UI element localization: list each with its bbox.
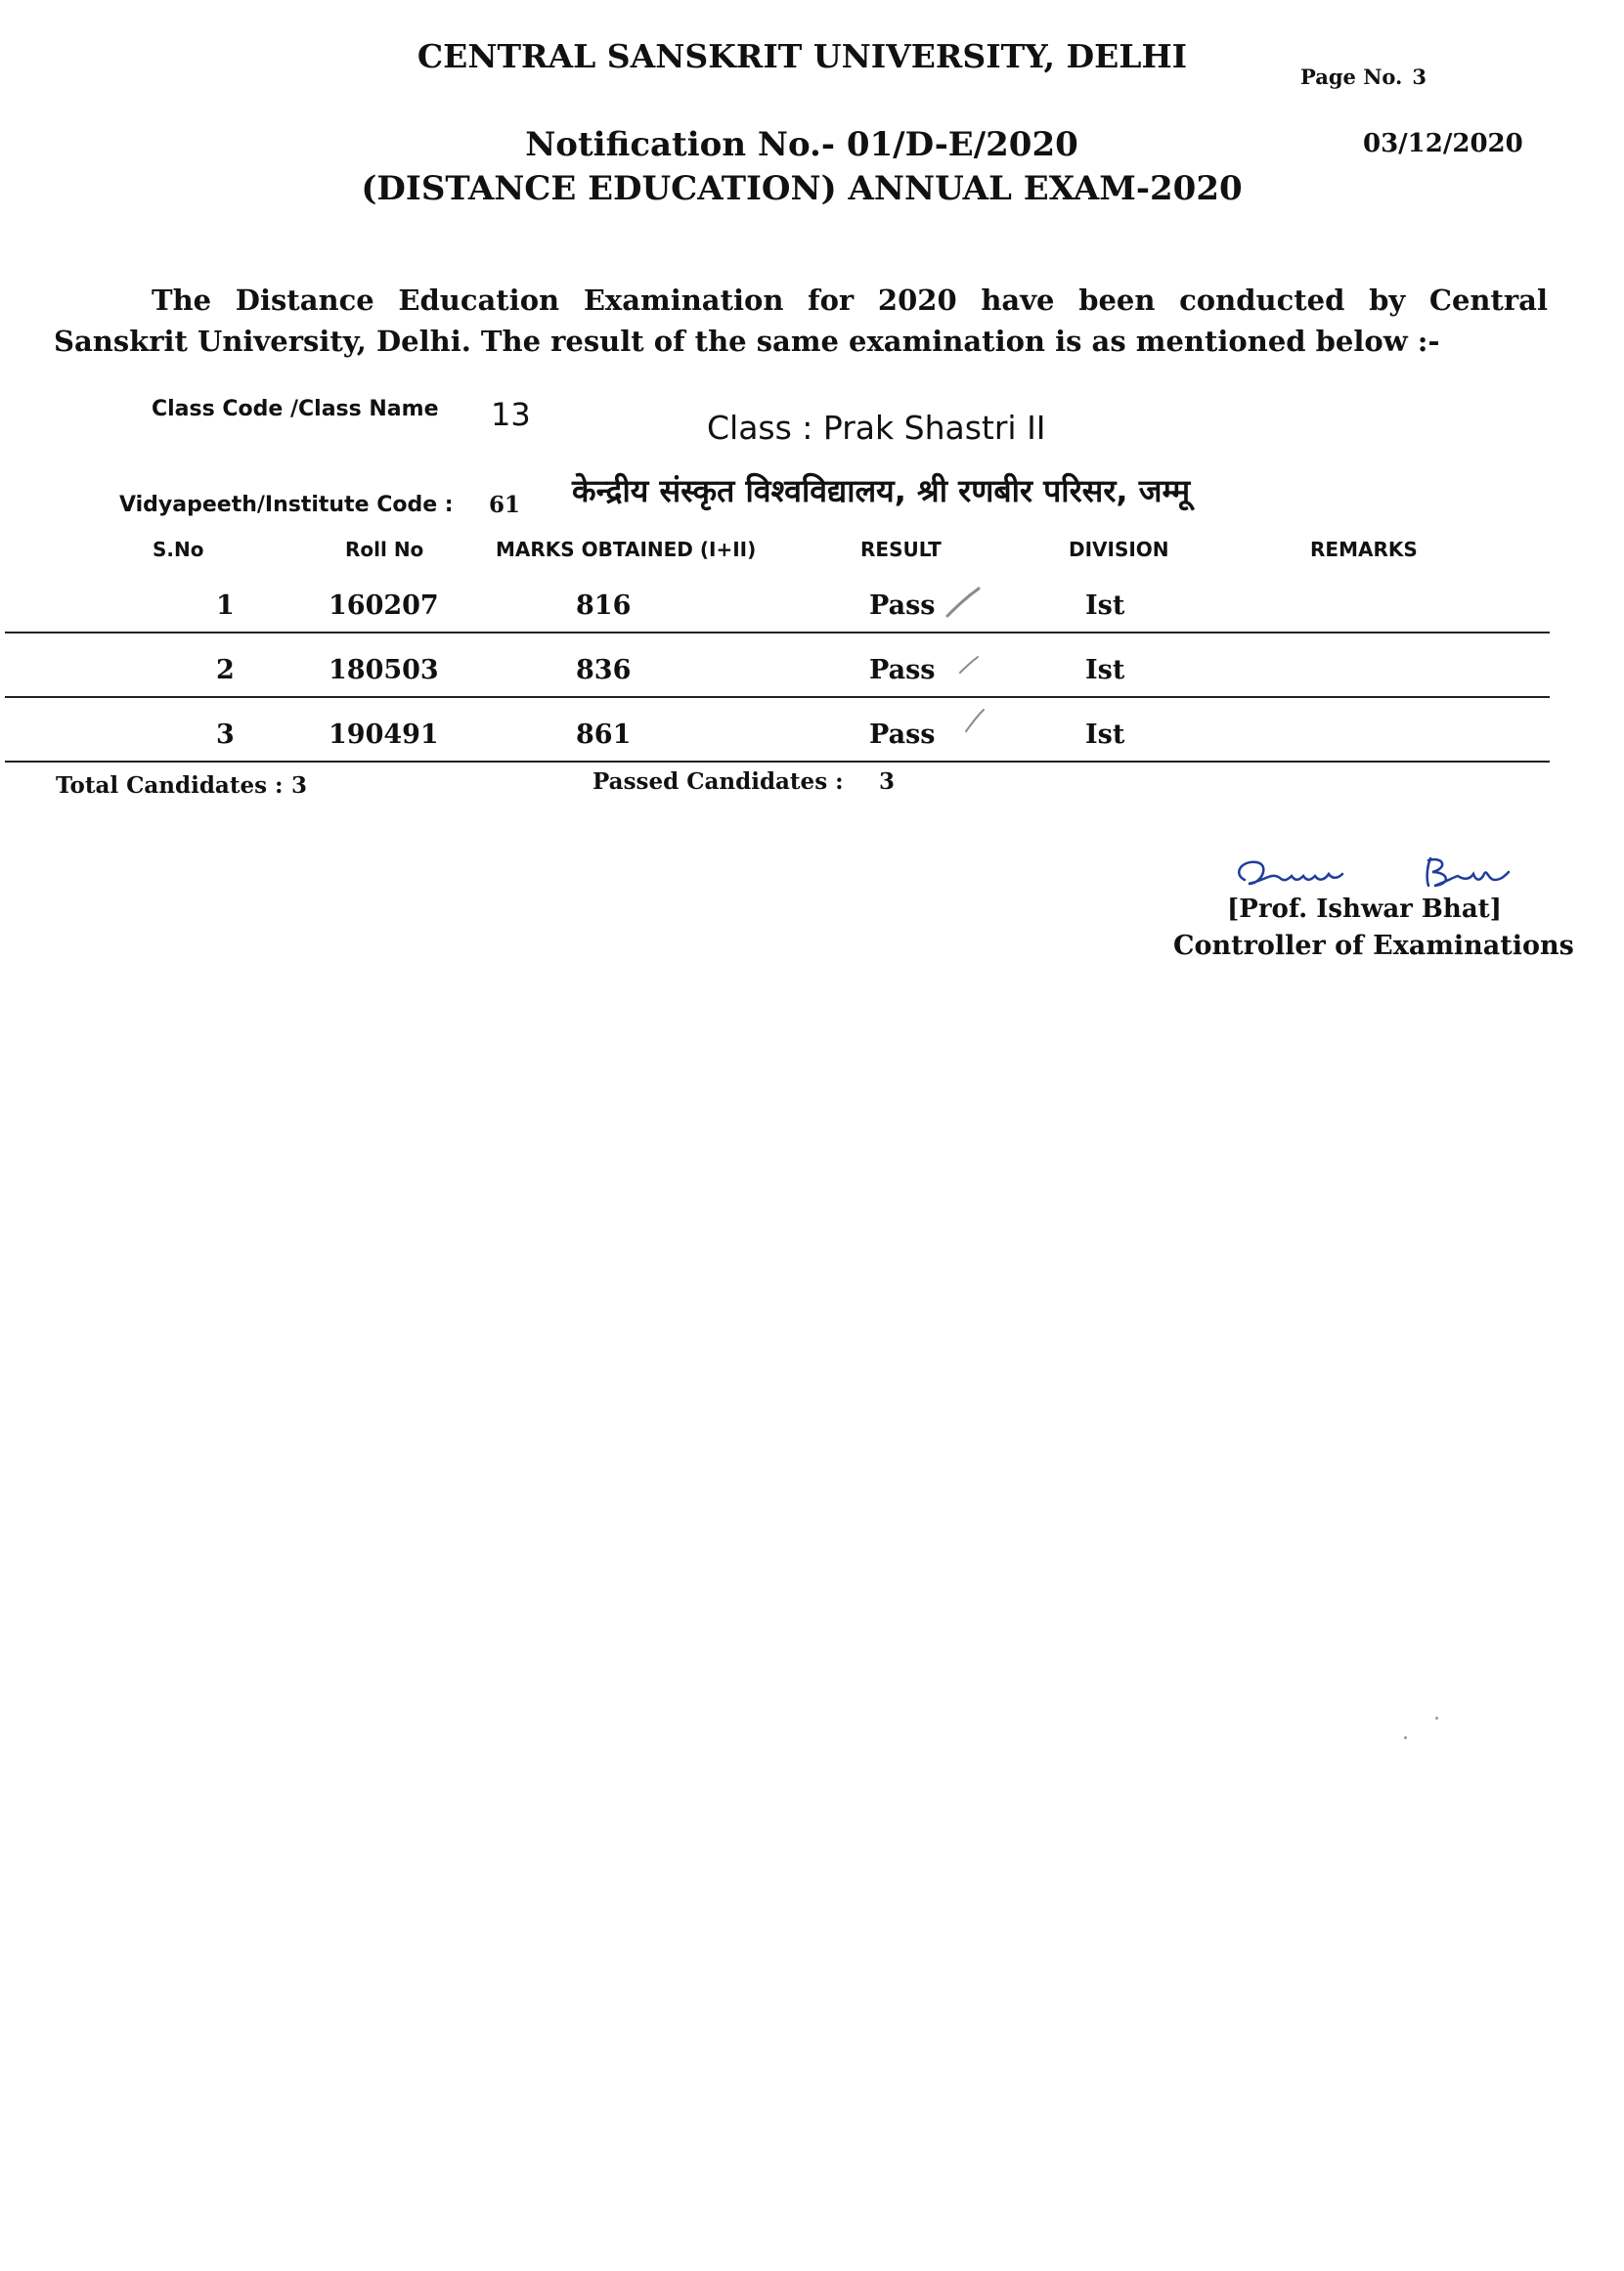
row-result: Pass: [869, 590, 936, 621]
class-code-value: 13: [491, 396, 531, 433]
total-candidates-label: Total Candidates :: [56, 772, 284, 799]
exam-title: (DISTANCE EDUCATION) ANNUAL EXAM-2020: [361, 169, 1243, 208]
row-roll-no: 190491: [329, 720, 439, 750]
row-roll-no: 160207: [329, 590, 439, 621]
header-division: DIVISION: [1069, 538, 1169, 561]
row-result: Pass: [869, 655, 936, 685]
page-number: [1300, 65, 1426, 89]
row-marks: 836: [576, 655, 632, 685]
signature-image: [1227, 851, 1540, 899]
class-code-label: Class Code /Class Name: [152, 397, 439, 421]
passed-candidates-label: Passed Candidates :: [593, 768, 844, 795]
row-division: Ist: [1085, 590, 1125, 621]
table-row: [0, 590, 1624, 655]
row-marks: 816: [576, 590, 632, 621]
row-division: Ist: [1085, 720, 1125, 750]
scan-speck: [1404, 1736, 1407, 1739]
row-sno: 1: [216, 590, 235, 621]
class-name: Class : Prak Shastri II: [707, 409, 1046, 447]
row-sno: 2: [216, 655, 235, 685]
notification-date: 03/12/2020: [1363, 129, 1523, 158]
institute-code-value: 61: [489, 492, 521, 518]
page-number-value: 3: [1412, 65, 1426, 89]
total-candidates-value: 3: [291, 772, 308, 799]
row-roll-no: 180503: [329, 655, 439, 685]
passed-candidates-value: 3: [879, 768, 896, 795]
row-result: Pass: [869, 720, 936, 750]
check-mark-icon: [944, 583, 983, 622]
scan-speck: [1435, 1717, 1438, 1720]
table-row: [0, 655, 1624, 720]
header-remarks: REMARKS: [1310, 538, 1418, 561]
header-roll-no: Roll No: [345, 538, 424, 561]
university-title: CENTRAL SANSKRIT UNIVERSITY, DELHI: [417, 37, 1188, 75]
row-division: Ist: [1085, 655, 1125, 685]
header-marks: MARKS OBTAINED (I+II): [496, 538, 757, 561]
signatory-name: [Prof. Ishwar Bhat]: [1227, 895, 1502, 924]
row-divider: [5, 696, 1550, 698]
page-number-label: Page No.: [1300, 65, 1403, 89]
signatory-title: Controller of Examinations: [1173, 931, 1574, 961]
row-divider: [5, 761, 1550, 763]
institute-code-label: Vidyapeeth/Institute Code :: [119, 493, 454, 517]
header-sno: S.No: [153, 538, 204, 561]
check-mark-icon: [950, 649, 989, 688]
row-divider: [5, 632, 1550, 633]
row-sno: 3: [216, 720, 235, 750]
check-mark-icon: [958, 702, 997, 741]
institute-name: केन्द्रीय संस्कृत विश्वविद्यालय, श्री रणबीर परिसर, जम्मू: [572, 472, 1191, 509]
header-result: RESULT: [860, 538, 942, 561]
intro-paragraph: The Distance Education Examination for 2020 have been conducted by Central Sanskrit University, Delhi. The result of the same examination is as mentioned below :-: [54, 284, 1548, 358]
notification-number: Notification No.- 01/D-E/2020: [525, 125, 1078, 164]
row-marks: 861: [576, 720, 632, 750]
